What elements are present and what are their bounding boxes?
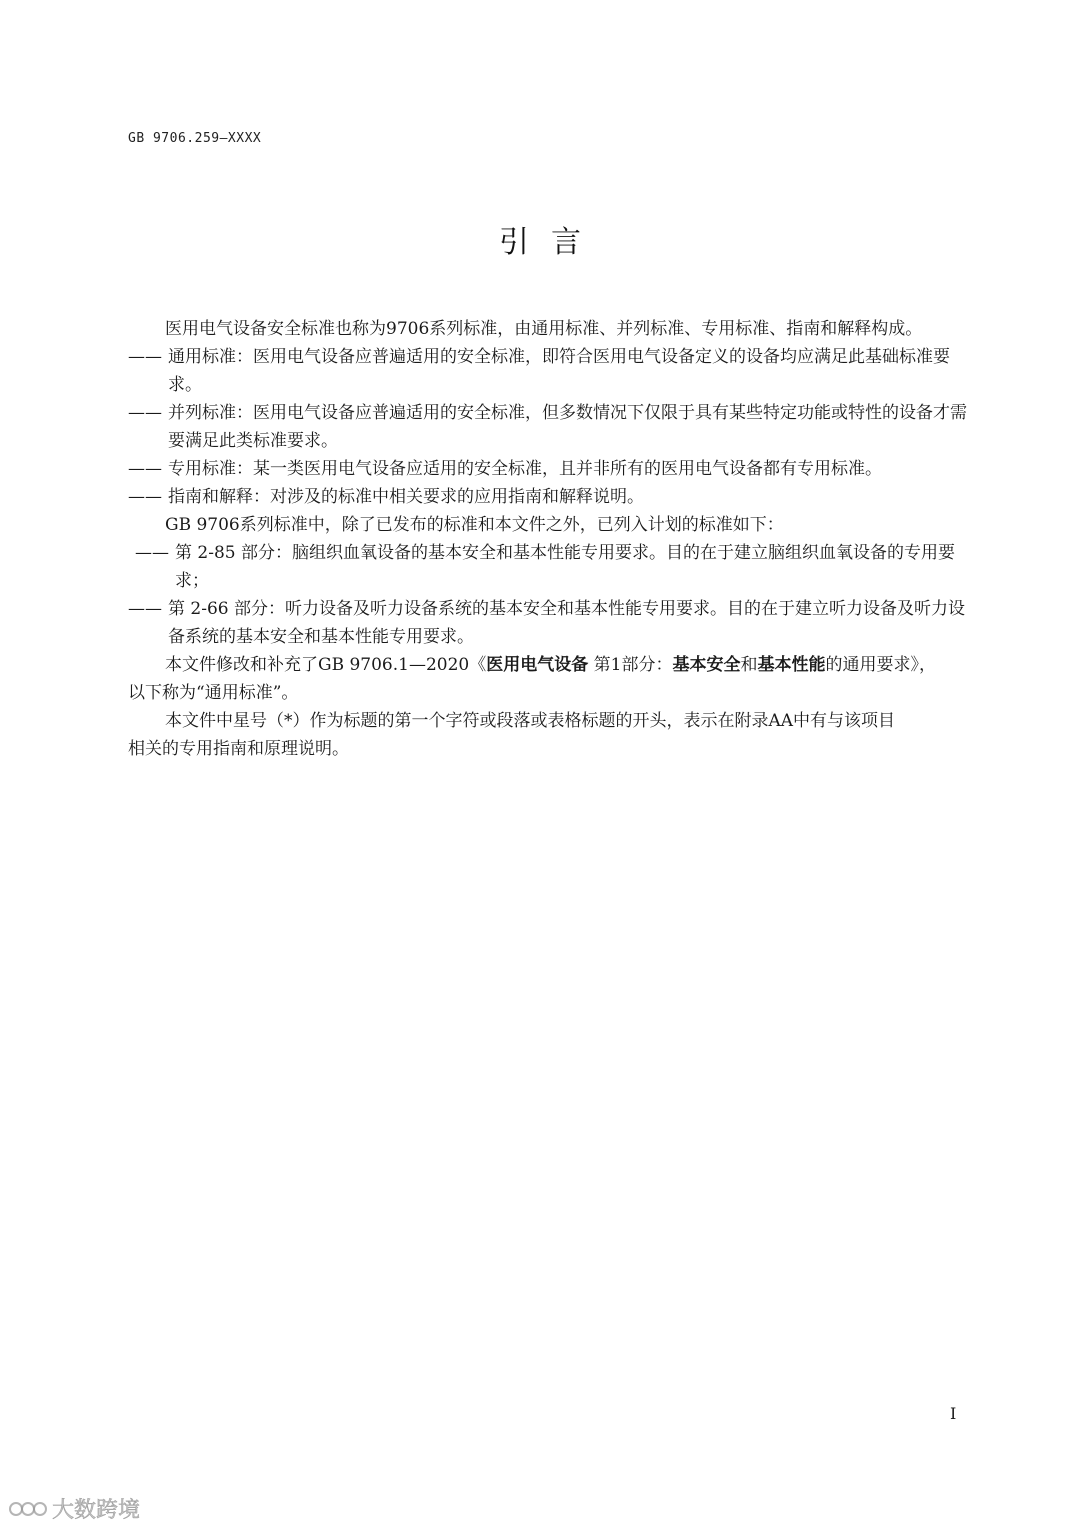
- list-item-text: 并列标准：医用电气设备应普遍适用的安全标准，但多数情况下仅限于具有某些特定功能或特性的设备才需要满足此类标准要求。: [168, 403, 967, 451]
- document-code: GB 9706.259—XXXX: [128, 131, 262, 146]
- watermark-logo-icon: [8, 1498, 48, 1520]
- list-item-part-2-66: [128, 595, 980, 651]
- list-item-text: 专用标准：某一类医用电气设备应适用的安全标准，且并非所有的医用电气设备都有专用标准。: [168, 459, 882, 479]
- text-span-bold: 基本性能: [757, 655, 826, 675]
- text-span: 和: [740, 655, 758, 675]
- dash-marker: ——: [128, 403, 162, 423]
- dash-marker: ——: [128, 487, 162, 507]
- dash-marker: ——: [128, 459, 162, 479]
- list-item-general-standard: [128, 343, 980, 399]
- list-item-text: 第 2-85 部分：脑组织血氧设备的基本安全和基本性能专用要求。目的在于建立脑组织血氧设备的专用要求；: [175, 543, 955, 591]
- paragraph-planned-standards: GB 9706系列标准中，除了已发布的标准和本文件之外，已列入计划的标准如下：: [165, 515, 784, 535]
- document-body: [128, 315, 980, 763]
- page-number: I: [950, 1404, 957, 1423]
- list-item-collateral-standard: [128, 399, 980, 455]
- text-span: 的通用要求》，: [825, 655, 936, 675]
- paragraph-asterisk-note: 本文件中星号（*）作为标题的第一个字符或段落或表格标题的开头，表示在附录AA中有与该项目: [165, 711, 896, 731]
- list-item-text: 通用标准：医用电气设备应普遍适用的安全标准，即符合医用电气设备定义的设备均应满足此基础标准要求。: [168, 347, 950, 395]
- watermark: [8, 1493, 140, 1524]
- list-item-particular-standard: [128, 455, 980, 483]
- watermark-text: 大数跨境: [52, 1498, 141, 1523]
- dash-marker: ——: [128, 599, 162, 619]
- dash-marker: ——: [128, 347, 162, 367]
- paragraph-asterisk-note-continued: 相关的专用指南和原理说明。: [128, 739, 349, 759]
- list-item-text: 第 2-66 部分：听力设备及听力设备系统的基本安全和基本性能专用要求。目的在于建立听力设备及听力设备系统的基本安全和基本性能专用要求。: [168, 599, 965, 647]
- paragraph-intro: 医用电气设备安全标准也称为9706系列标准，由通用标准、并列标准、专用标准、指南和解释构成。: [165, 319, 923, 339]
- page-title: 引言: [499, 225, 603, 260]
- list-item-text: 指南和解释：对涉及的标准中相关要求的应用指南和解释说明。: [168, 487, 644, 507]
- list-item-part-2-85: [135, 539, 980, 595]
- dash-marker: ——: [135, 543, 169, 563]
- text-span-bold: 基本安全: [672, 655, 741, 675]
- paragraph-modification-continued: 以下称为“通用标准”。: [128, 683, 299, 703]
- text-span-bold: 医用电气设备: [486, 655, 589, 675]
- paragraph-modification: [165, 651, 980, 679]
- list-item-guidance: [128, 483, 980, 511]
- text-span: 第1部分：: [588, 655, 673, 675]
- text-span: 本文件修改和补充了GB 9706.1—2020《: [165, 655, 487, 675]
